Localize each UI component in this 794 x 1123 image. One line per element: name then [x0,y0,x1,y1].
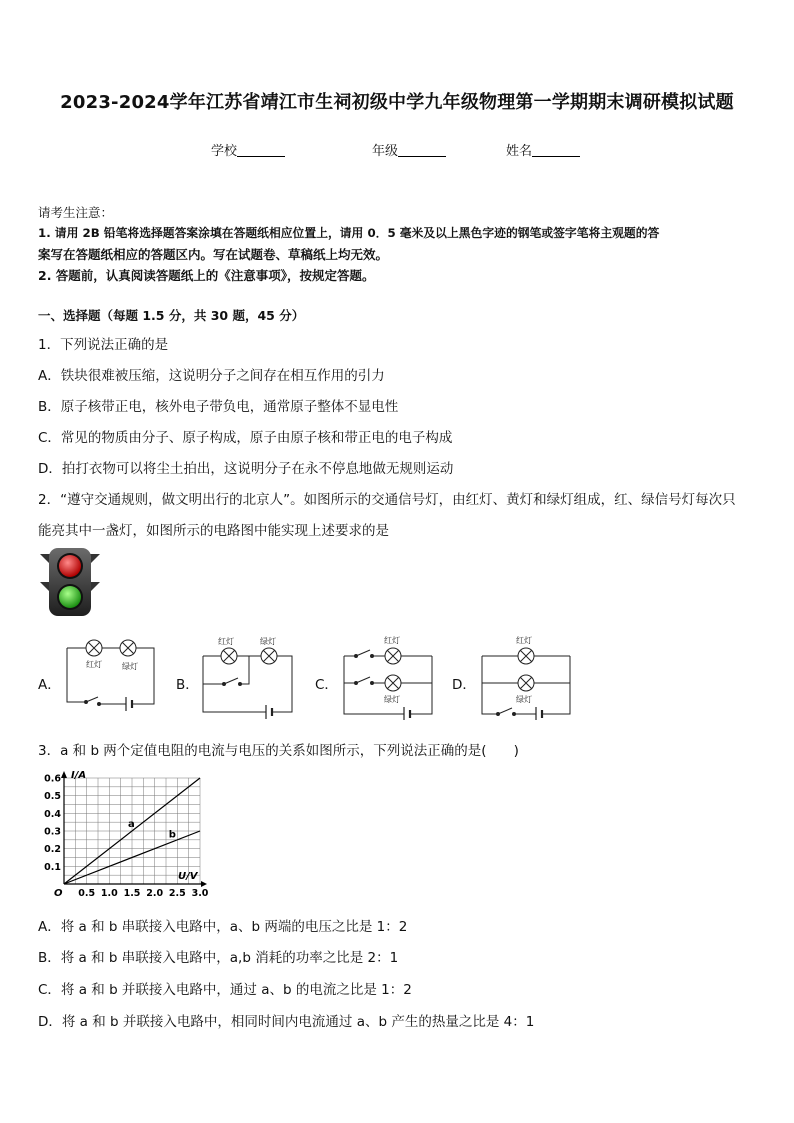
q3-option-d[interactable]: D．将 a 和 b 并联接入电路中，相同时间内电流通过 a、b 产生的热量之比是 4：1 [38,1014,535,1030]
x-axis-label: U/V [178,871,198,882]
q2-option-c-label[interactable]: C． [315,677,338,693]
switch-icon [498,708,512,714]
q3-option-a[interactable]: A．将 a 和 b 串联接入电路中，a、b 两端的电压之比是 1：2 [38,919,408,935]
circuit-d-red-label: 红灯 [516,636,532,645]
school-blank[interactable] [237,144,285,157]
q1-stem: 1．下列说法正确的是 [38,337,169,353]
circuit-c-red-label: 红灯 [384,636,400,645]
circuit-b-green-label: 绿灯 [260,637,276,646]
switch-icon [356,677,370,683]
switch-icon [356,650,370,656]
notice-line-2: 2. 答题前，认真阅读答题纸上的《注意事项》，按规定答题。 [38,268,375,283]
x-tick-label: 1.0 [100,888,118,899]
x-tick-label: 2.0 [146,888,164,899]
q1-option-a[interactable]: A．铁块很难被压缩，这说明分子之间存在相互作用的引力 [38,368,385,384]
q2-stem-line-1: 2．“遵守交通规则，做文明出行的北京人”。如图所示的交通信号灯，由红灯、黄灯和绿灯组成，红、绿信号灯每次只 [38,492,736,508]
y-axis-arrow-icon [61,771,67,778]
q2-option-d-label[interactable]: D． [452,677,476,693]
section-heading: 一、选择题（每题 1.5 分，共 30 题，45 分） [38,308,305,323]
q2-option-a-label[interactable]: A． [38,677,61,693]
x-axis-arrow-icon [201,881,207,887]
q3-option-b[interactable]: B．将 a 和 b 串联接入电路中，a,b 消耗的功率之比是 2：1 [38,950,399,966]
circuit-a-red-label: 红灯 [86,660,102,669]
circuit-c-green-label: 绿灯 [384,695,400,704]
y-axis-label: I/A [71,770,87,781]
y-tick-label: 0.4 [44,808,61,820]
circuit-a-diagram[interactable] [64,636,160,720]
q1-option-b[interactable]: B．原子核带正电，核外电子带负电，通常原子整体不显电性 [38,399,399,415]
circuit-d-diagram[interactable] [478,632,574,720]
notice-heading: 请考生注意： [38,205,114,220]
grade-blank[interactable] [398,144,446,157]
school-label: 学校 [211,144,238,159]
circuit-b-red-label: 红灯 [218,637,234,646]
red-lamp-icon [59,555,81,577]
page-title: 2023-2024学年江苏省靖江市生祠初级中学九年级物理第一学期期末调研模拟试题 [60,92,734,113]
school-field[interactable] [211,140,285,159]
q3-stem: 3．a 和 b 两个定值电阻的电流与电压的关系如图所示，下列说法正确的是( ) [38,743,519,759]
x-tick-label: 0.5 [78,888,96,899]
switch-icon [86,697,98,702]
notice-line-1a: 1. 请用 2B 铅笔将选择题答案涂填在答题纸相应位置上，请用 0．5 毫米及以上黑色字迹的钢笔或签字笔将主观题的答 [38,226,660,240]
circuit-d-green-label: 绿灯 [516,695,532,704]
traffic-light-image [38,546,102,618]
q2-stem-line-2: 能亮其中一盏灯，如图所示的电路图中能实现上述要求的是 [38,523,389,539]
y-tick-label: 0.3 [44,826,61,838]
iu-chart [38,766,213,900]
series-label-a: a [128,819,135,830]
circuit-b-diagram[interactable] [200,630,296,720]
notice-line-1b: 案写在答题纸相应的答题区内。写在试题卷、草稿纸上均无效。 [38,247,389,262]
name-field[interactable] [506,140,580,159]
series-label-b: b [168,829,176,841]
circuit-c-diagram[interactable] [340,632,440,720]
grade-label: 年级 [372,144,399,159]
y-tick-label: 0.6 [44,773,61,785]
grade-field[interactable] [372,140,446,159]
y-tick-label: 0.2 [44,844,61,856]
switch-icon [224,678,238,684]
name-label: 姓名 [506,144,533,159]
q3-option-c[interactable]: C．将 a 和 b 并联接入电路中，通过 a、b 的电流之比是 1：2 [38,982,412,998]
q1-option-c[interactable]: C．常见的物质由分子、原子构成，原子由原子核和带正电的电子构成 [38,430,453,446]
circuit-a-green-label: 绿灯 [122,662,138,671]
x-tick-label: 2.5 [168,888,186,899]
y-tick-label: 0.5 [44,791,61,803]
origin-label: O [54,888,63,899]
y-tick-label: 0.1 [44,861,61,873]
green-lamp-icon [59,586,81,608]
q2-option-b-label[interactable]: B． [176,677,199,693]
x-tick-label: 1.5 [123,888,141,899]
name-blank[interactable] [532,144,580,157]
q1-option-d[interactable]: D．拍打衣物可以将尘土拍出，这说明分子在永不停息地做无规则运动 [38,461,454,477]
x-tick-label: 3.0 [191,888,209,899]
